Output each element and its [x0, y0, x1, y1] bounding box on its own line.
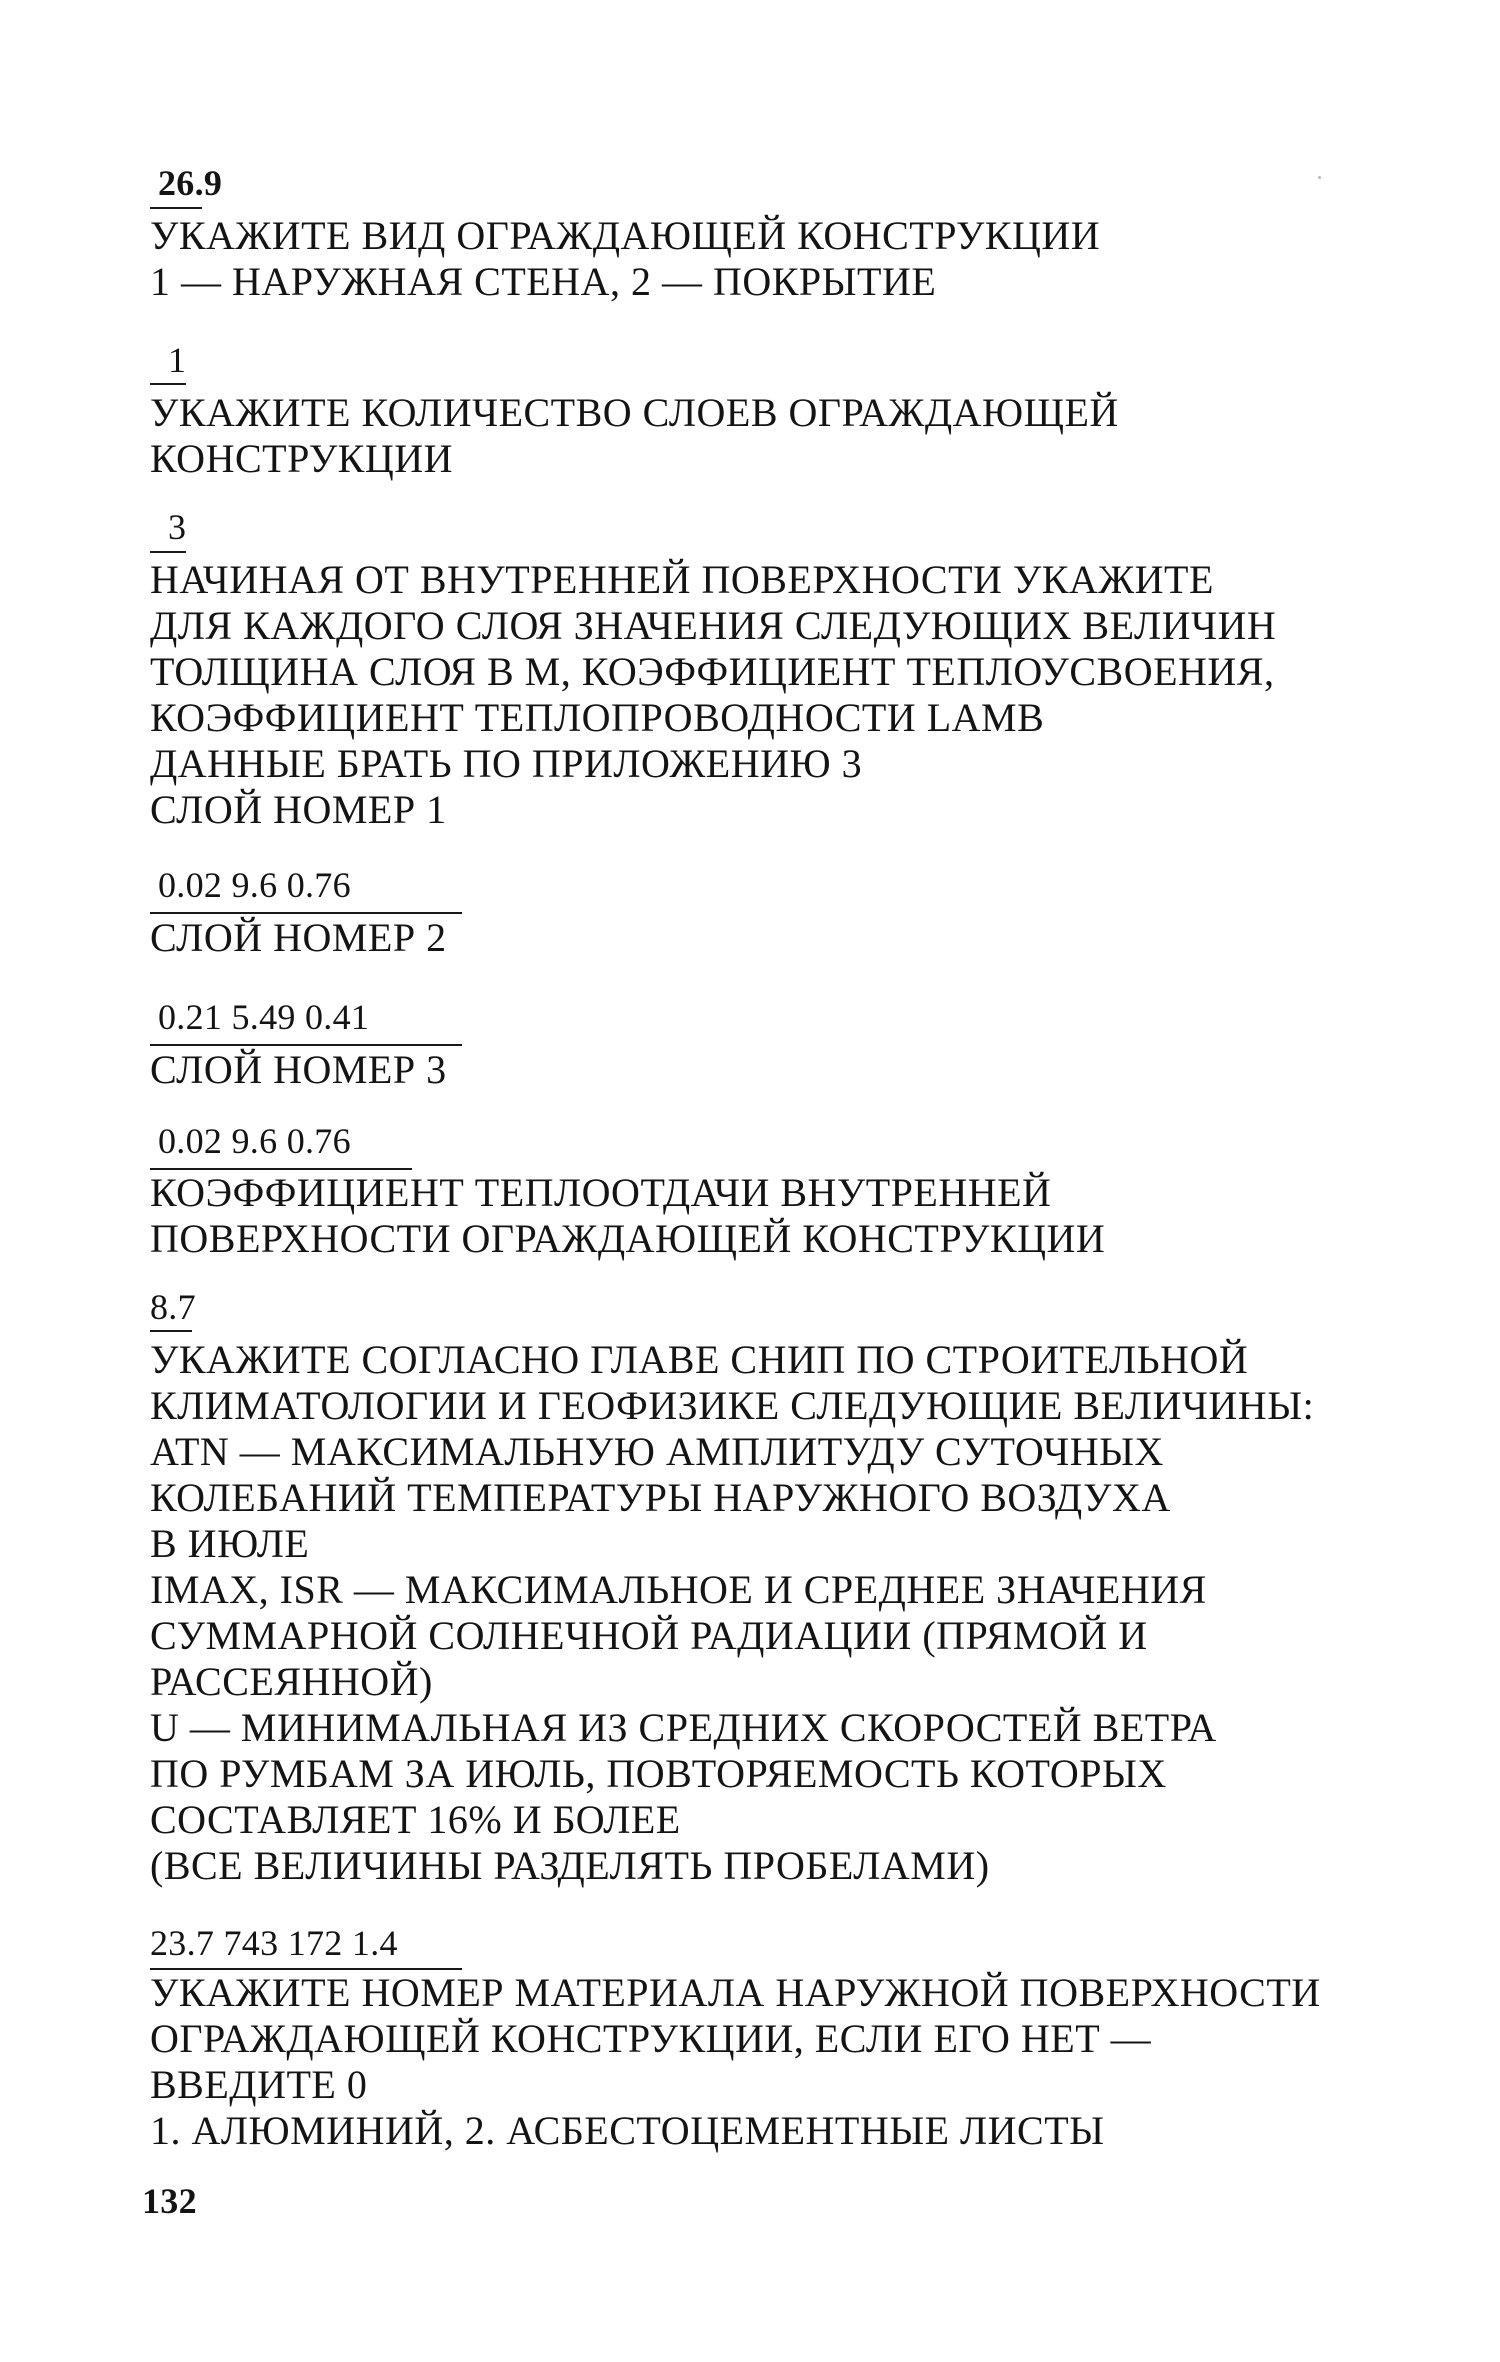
user-input-layer-3-values: 0.02 9.6 0.76 — [158, 1121, 351, 1161]
prompt-line: ОГРАЖДАЮЩЕЙ КОНСТРУКЦИИ, ЕСЛИ ЕГО НЕТ — — [150, 2016, 1152, 2061]
prompt-line: ATN — МАКСИМАЛЬНУЮ АМПЛИТУДУ СУТОЧНЫХ — [150, 1429, 1164, 1474]
user-input-construction-type: 1 — [168, 340, 187, 380]
prompt-line: 1 — НАРУЖНАЯ СТЕНА, 2 — ПОКРЫТИЕ — [150, 259, 937, 304]
prompt-line: СОСТАВЛЯЕТ 16% И БОЛЕЕ — [150, 1797, 681, 1842]
prompt-line: В ИЮЛЕ — [150, 1521, 310, 1566]
input-underline — [150, 1044, 462, 1046]
prompt-line: КОНСТРУКЦИИ — [150, 436, 453, 481]
user-input-heat-transfer-coef: 8.7 — [150, 1287, 196, 1327]
prompt-line: РАССЕЯННОЙ) — [150, 1659, 433, 1704]
prompt-line: ВВЕДИТЕ 0 — [150, 2062, 368, 2107]
layer-label: СЛОЙ НОМЕР 2 — [150, 915, 447, 960]
user-input-climate-values: 23.7 743 172 1.4 — [150, 1923, 398, 1963]
prompt-line: КОЭФФИЦИЕНТ ТЕПЛООТДАЧИ ВНУТРЕННЕЙ — [150, 1170, 1052, 1215]
prompt-line: ТОЛЩИНА СЛОЯ В М, КОЭФФИЦИЕНТ ТЕПЛОУСВОЕНИЯ, — [150, 649, 1275, 694]
prompt-line: КОЛЕБАНИЙ ТЕМПЕРАТУРЫ НАРУЖНОГО ВОЗДУХА — [150, 1475, 1171, 1520]
prompt-line: СЛОЙ НОМЕР 1 — [150, 787, 447, 832]
prompt-line: ДАННЫЕ БРАТЬ ПО ПРИЛОЖЕНИЮ 3 — [150, 741, 863, 786]
user-input-layer-2-values: 0.21 5.49 0.41 — [158, 997, 370, 1037]
input-underline — [150, 1330, 192, 1332]
user-input-construction-param: 26.9 — [158, 163, 223, 203]
prompt-line: 1. АЛЮМИНИЙ, 2. АСБЕСТОЦЕМЕНТНЫЕ ЛИСТЫ — [150, 2108, 1105, 2153]
prompt-line: IMAX, ISR — МАКСИМАЛЬНОЕ И СРЕДНЕЕ ЗНАЧЕНИЯ — [150, 1567, 1207, 1612]
prompt-line: ПО РУМБАМ ЗА ИЮЛЬ, ПОВТОРЯЕМОСТЬ КОТОРЫХ — [150, 1751, 1167, 1796]
prompt-line: УКАЖИТЕ КОЛИЧЕСТВО СЛОЕВ ОГРАЖДАЮЩЕЙ — [150, 390, 1119, 435]
prompt-line: КОЭФФИЦИЕНТ ТЕПЛОПРОВОДНОСТИ LAMB — [150, 695, 1045, 740]
layer-label: СЛОЙ НОМЕР 3 — [150, 1047, 447, 1092]
prompt-line: УКАЖИТЕ НОМЕР МАТЕРИАЛА НАРУЖНОЙ ПОВЕРХНОСТИ — [150, 1970, 1321, 2015]
input-underline — [150, 551, 186, 553]
prompt-line: КЛИМАТОЛОГИИ И ГЕОФИЗИКЕ СЛЕДУЮЩИЕ ВЕЛИЧИНЫ: — [150, 1383, 1315, 1428]
prompt-line: УКАЖИТЕ СОГЛАСНО ГЛАВЕ СНИП ПО СТРОИТЕЛЬНОЙ — [150, 1337, 1249, 1382]
user-input-layer-1-values: 0.02 9.6 0.76 — [158, 865, 351, 905]
input-underline — [150, 912, 462, 914]
input-underline — [150, 207, 202, 209]
prompt-line: СУММАРНОЙ СОЛНЕЧНОЙ РАДИАЦИИ (ПРЯМОЙ И — [150, 1613, 1148, 1658]
prompt-line: УКАЖИТЕ ВИД ОГРАЖДАЮЩЕЙ КОНСТРУКЦИИ — [150, 213, 1101, 258]
scan-speck — [1318, 176, 1321, 179]
input-underline — [150, 383, 186, 385]
user-input-layer-count: 3 — [168, 507, 187, 547]
prompt-line: НАЧИНАЯ ОТ ВНУТРЕННЕЙ ПОВЕРХНОСТИ УКАЖИТЕ — [150, 557, 1214, 602]
prompt-line: U — МИНИМАЛЬНАЯ ИЗ СРЕДНИХ СКОРОСТЕЙ ВЕТРА — [150, 1705, 1217, 1750]
prompt-line: ДЛЯ КАЖДОГО СЛОЯ ЗНАЧЕНИЯ СЛЕДУЮЩИХ ВЕЛИЧИН — [150, 603, 1277, 648]
prompt-line: ПОВЕРХНОСТИ ОГРАЖДАЮЩЕЙ КОНСТРУКЦИИ — [150, 1216, 1106, 1261]
prompt-line: (ВСЕ ВЕЛИЧИНЫ РАЗДЕЛЯТЬ ПРОБЕЛАМИ) — [150, 1843, 990, 1888]
page-number: 132 — [142, 2181, 197, 2221]
